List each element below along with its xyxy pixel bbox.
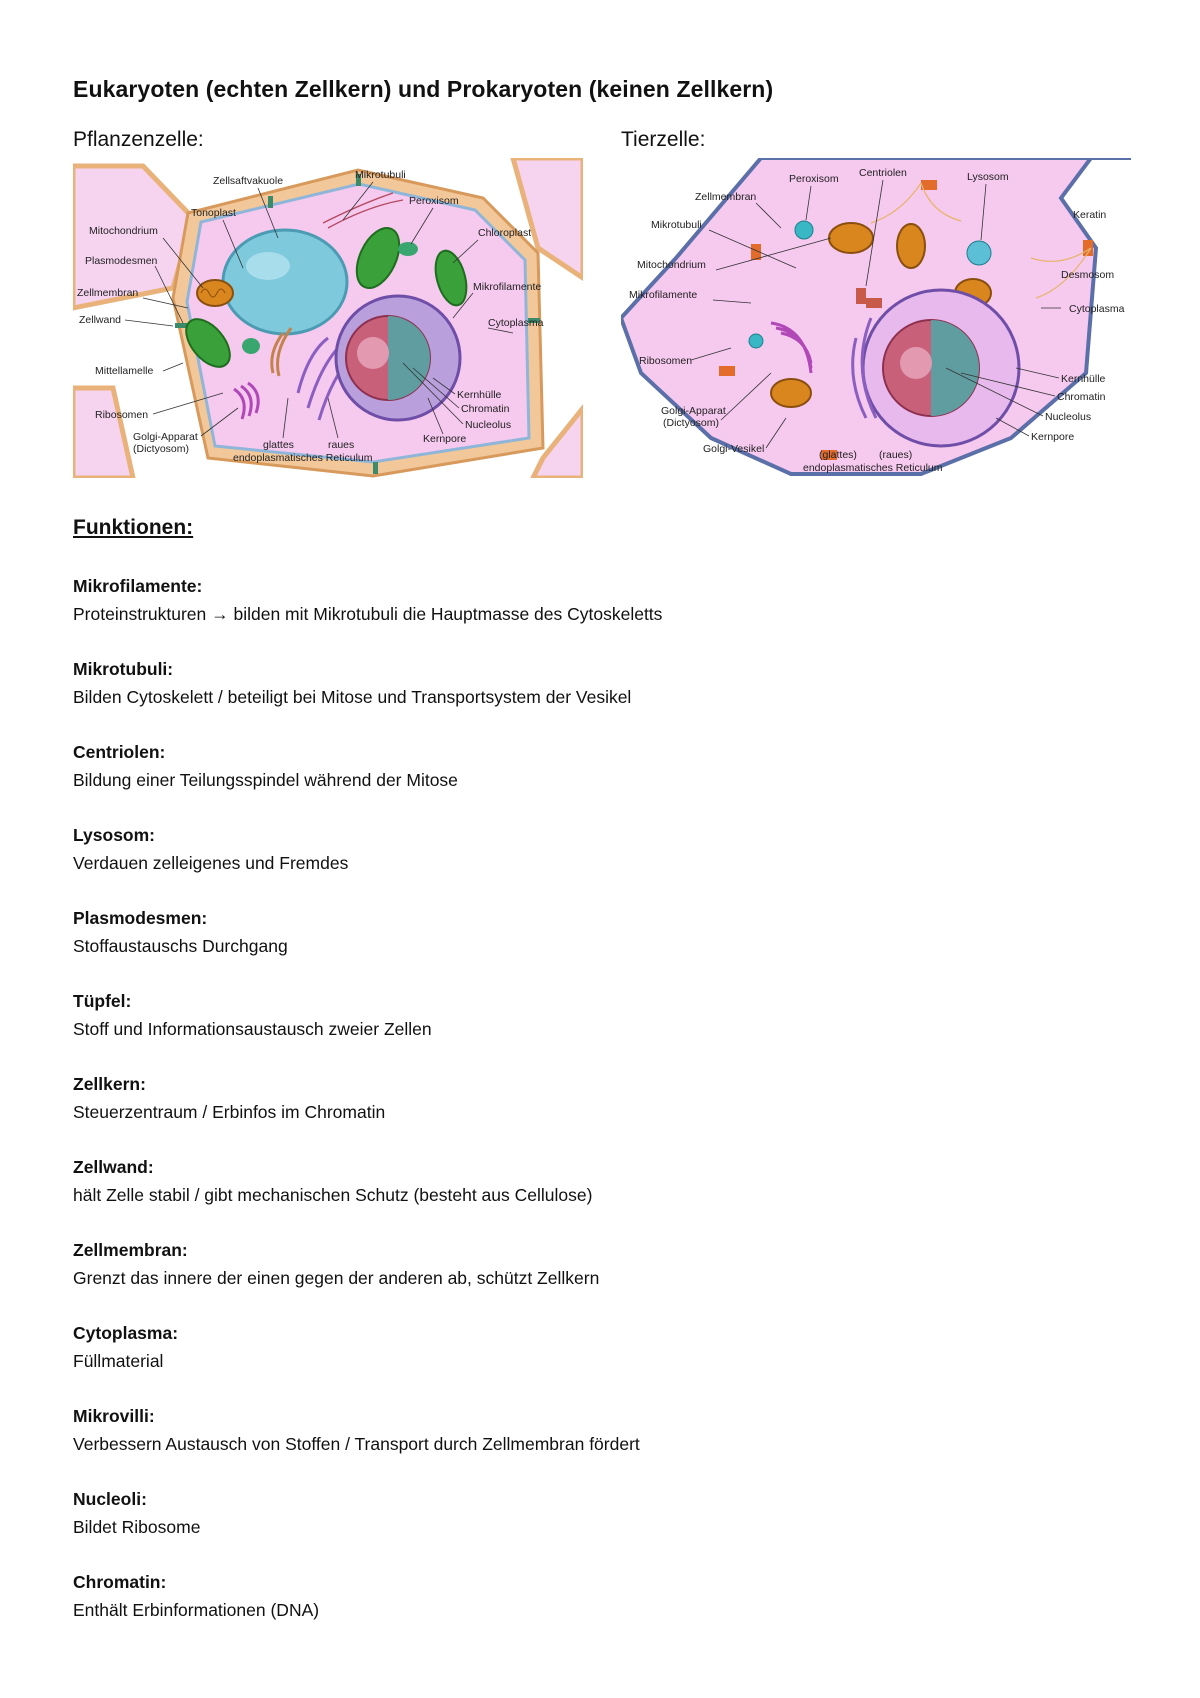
label-nucleolus: Nucleolus [1045,411,1092,423]
functions-list [73,572,1133,1651]
label-mittellamelle: Mittellamelle [95,365,154,377]
label-zellmembran: Zellmembran [695,191,757,203]
function-term: Mikrovilli: [73,1406,155,1426]
function-description: Stoff und Informationsaustausch zweier Zellen [73,1019,432,1039]
label-kernhuelle: Kernhülle [457,389,502,401]
label-centriolen: Centriolen [859,167,907,179]
function-entry [73,1153,1133,1236]
function-entry [73,821,1133,904]
label-glattes: (glattes) [819,449,857,461]
label-mikrotubuli: Mikrotubuli [355,169,406,181]
plant-cell-heading: Pflanzenzelle: [73,128,204,151]
function-entry [73,1236,1133,1319]
function-entry [73,1070,1133,1153]
label-zellwand: Zellwand [79,314,122,326]
label-er: endoplasmatisches Reticulum [233,452,373,464]
label-chromatin: Chromatin [461,403,510,415]
function-description: Bildet Ribosome [73,1517,201,1537]
function-description: hält Zelle stabil / gibt mechanischen Schutz (besteht aus Cellulose) [73,1185,593,1205]
function-description: Stoffaustauschs Durchgang [73,936,288,956]
function-entry [73,738,1133,821]
function-entry [73,1319,1133,1402]
label-chloroplast: Chloroplast [478,227,532,239]
label-ribosomen: Ribosomen [639,355,693,367]
function-entry [73,1568,1133,1651]
label-mikrofilamente: Mikrofilamente [629,289,698,301]
function-term: Centriolen: [73,742,166,762]
label-desmosom: Desmosom [1061,269,1115,281]
label-cytoplasma: Cytoplasma [488,317,544,329]
mitochondrion [829,223,873,253]
function-entry [73,655,1133,738]
function-description: Enthält Erbinformationen (DNA) [73,1600,320,1620]
label-golgi-vesikel: Golgi-Vesikel [703,443,765,455]
function-description: Grenzt das innere der einen gegen der anderen ab, schützt Zellkern [73,1268,600,1288]
label-zellmembran: Zellmembran [77,287,139,299]
label-chromatin: Chromatin [1057,391,1106,403]
label-glattes: glattes [263,439,294,451]
label-golgi: Golgi-Apparat [661,405,726,417]
lysosome [967,241,991,265]
label-golgi: Golgi-Apparat [133,431,198,443]
peroxisome [398,242,418,256]
label-er: endoplasmatisches Reticulum [803,462,943,474]
label-mitochondrium: Mitochondrium [637,259,706,271]
label-ribosomen: Ribosomen [95,409,149,421]
plasmodesma-mark [268,196,273,208]
label-nucleolus: Nucleolus [465,419,512,431]
function-term: Mikrotubuli: [73,659,174,679]
label-tonoplast: Tonoplast [191,207,236,219]
label-mitochondrium: Mitochondrium [89,225,158,237]
label-kernpore: Kernpore [1031,431,1075,443]
label-dictyosom: (Dictyosom) [133,443,190,455]
function-term: Zellmembran: [73,1240,188,1260]
label-raues: (raues) [879,449,913,461]
function-term: Zellwand: [73,1157,154,1177]
function-term: Mikrofilamente: [73,576,203,596]
label-kernpore: Kernpore [423,433,467,445]
function-term: Nucleoli: [73,1489,147,1509]
label-peroxisom: Peroxisom [409,195,459,207]
label-mikrotubuli: Mikrotubuli [651,219,702,231]
mitochondrion [197,280,233,306]
vacuole [223,230,347,334]
function-term: Cytoplasma: [73,1323,179,1343]
function-description: Füllmaterial [73,1351,164,1371]
label-plasmodesmen: Plasmodesmen [85,255,158,267]
function-entry [73,1402,1133,1485]
function-term: Chromatin: [73,1572,167,1592]
animal-cell-heading: Tierzelle: [621,128,706,151]
label-keratin: Keratin [1073,209,1107,221]
page-title: Eukaryoten (echten Zellkern) und Prokaryoten (keinen Zellkern) [73,76,774,102]
function-term: Plasmodesmen: [73,908,208,928]
label-kernhuelle: Kernhülle [1061,373,1106,385]
label-peroxisom: Peroxisom [789,173,839,185]
function-description: Proteinstrukturen → bilden mit Mikrotubuli die Hauptmasse des Cytoskeletts [73,604,663,624]
function-description: Verdauen zelleigenes und Fremdes [73,853,349,873]
label-zellsaftvakuole: Zellsaftvakuole [213,175,284,187]
function-entry [73,904,1133,987]
function-entry [73,1485,1133,1568]
centriole [856,288,866,304]
function-description: Verbessern Austausch von Stoffen / Transport durch Zellmembran fördert [73,1434,640,1454]
function-term: Zellkern: [73,1074,146,1094]
label-cytoplasma: Cytoplasma [1069,303,1125,315]
animal-cell-diagram [621,158,1131,478]
label-raues: raues [328,439,355,451]
function-entry [73,987,1133,1070]
function-term: Tüpfel: [73,991,132,1011]
label-mikrofilamente: Mikrofilamente [473,281,542,293]
label-lysosom: Lysosom [967,171,1009,183]
plant-cell-diagram [73,158,583,478]
function-description: Steuerzentraum / Erbinfos im Chromatin [73,1102,386,1122]
peroxisome [795,221,813,239]
label-dictyosom: (Dictyosom) [663,417,720,429]
function-description: Bildung einer Teilungsspindel während der Mitose [73,770,458,790]
function-entry [73,572,1133,655]
function-term: Lysosom: [73,825,156,845]
function-description: Bilden Cytoskelett / beteiligt bei Mitose und Transportsystem der Vesikel [73,687,632,707]
functions-heading: Funktionen: [73,516,194,539]
